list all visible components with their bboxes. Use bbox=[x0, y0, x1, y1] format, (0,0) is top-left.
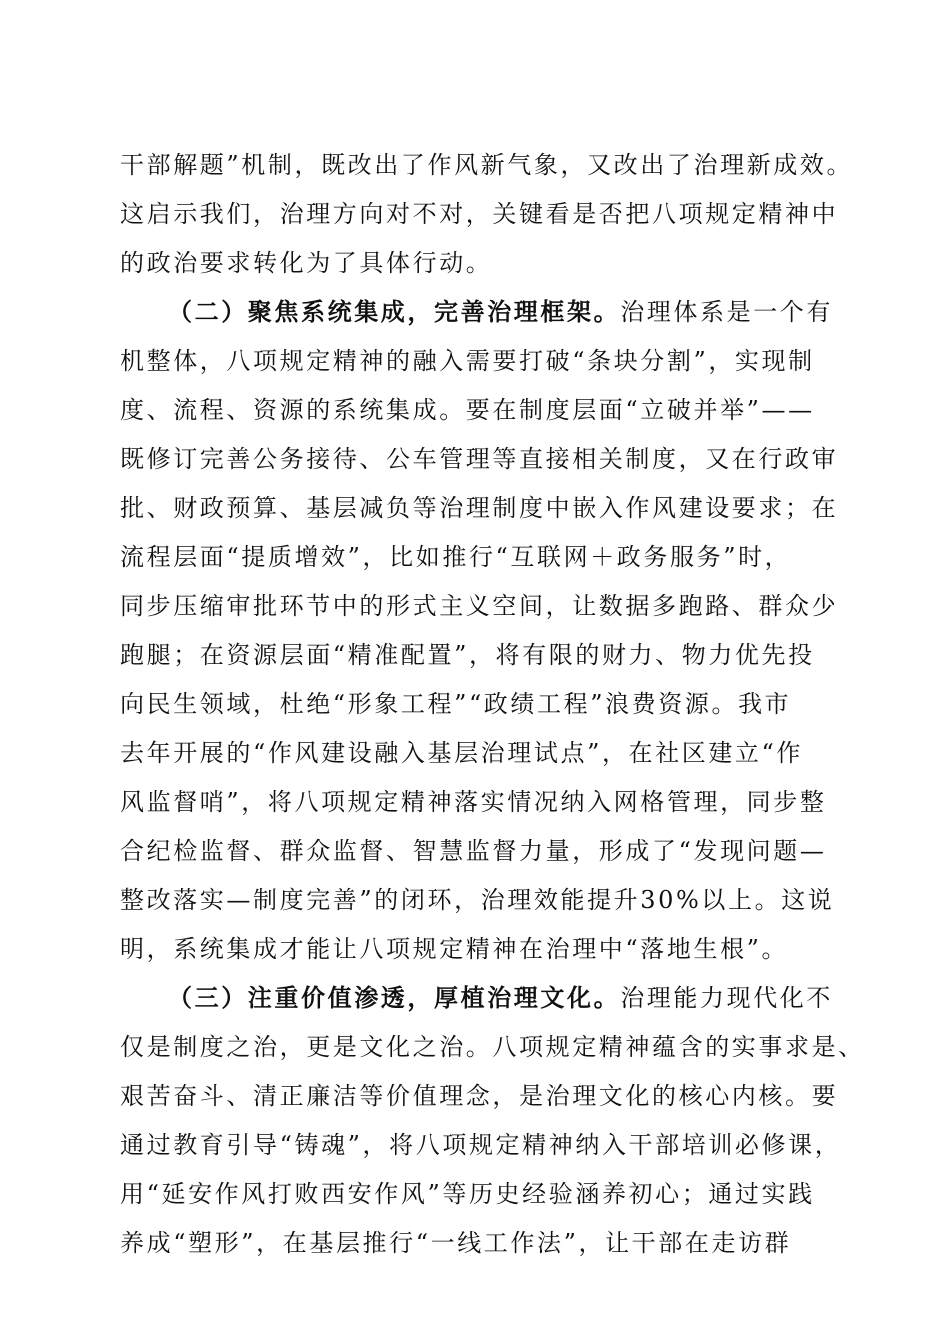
paragraph-1-line-2: 这启示我们，治理方向对不对，关键看是否把八项规定精神中 bbox=[120, 200, 839, 228]
paragraph-2-line-8: 跑腿；在资源层面“精准配置”，将有限的财力、物力优先投 bbox=[120, 641, 815, 669]
paragraph-2-line-3: 度、流程、资源的系统集成。要在制度层面“立破并举”—— bbox=[120, 396, 815, 424]
paragraph-2-line-7: 同步压缩审批环节中的形式主义空间，让数据多跑路、群众少 bbox=[120, 592, 839, 620]
paragraph-2-line-13: 整改落实—制度完善”的闭环，治理效能提升30%以上。这说 bbox=[120, 886, 835, 914]
paragraph-1-line-3: 的政治要求转化为了具体行动。 bbox=[120, 249, 493, 277]
paragraph-3-first-line-text: 治理能力现代化不 bbox=[620, 984, 834, 1012]
paragraph-3-line-2: 仅是制度之治，更是文化之治。八项规定精神蕴含的实事求是、 bbox=[120, 1033, 865, 1061]
paragraph-2-line-14: 明，系统集成才能让八项规定精神在治理中“落地生根”。 bbox=[120, 935, 789, 963]
paragraph-1-line-1: 干部解题”机制，既改出了作风新气象，又改出了治理新成效。 bbox=[120, 151, 854, 179]
paragraph-2-line-9: 向民生领域，杜绝“形象工程”“政绩工程”浪费资源。我市 bbox=[120, 690, 792, 718]
paragraph-2-line-4: 既修订完善公务接待、公车管理等直接相关制度，又在行政审 bbox=[120, 445, 839, 473]
paragraph-3-heading: （三）注重价值渗透，厚植治理文化。 bbox=[168, 983, 621, 1012]
paragraph-2-line-6: 流程层面“提质增效”，比如推行“互联网＋政务服务”时， bbox=[120, 543, 792, 571]
paragraph-2-first-line bbox=[168, 292, 840, 332]
paragraph-2-line-12: 合纪检监督、群众监督、智慧监督力量，形成了“发现问题— bbox=[120, 837, 827, 865]
paragraph-2-line-2: 机整体，八项规定精神的融入需要打破“条块分割”，实现制 bbox=[120, 347, 815, 375]
paragraph-3-line-3: 艰苦奋斗、清正廉洁等价值理念，是治理文化的核心内核。要 bbox=[120, 1082, 839, 1110]
paragraph-2-line-10: 去年开展的“作风建设融入基层治理试点”，在社区建立“作 bbox=[120, 739, 804, 767]
paragraph-3-line-5: 用“延安作风打败西安作风”等历史经验涵养初心；通过实践 bbox=[120, 1180, 815, 1208]
paragraph-3-line-6: 养成“塑形”，在基层推行“一线工作法”，让干部在走访群 bbox=[120, 1229, 792, 1257]
paragraph-3-first-line bbox=[168, 978, 840, 1018]
paragraph-3-line-4: 通过教育引导“铸魂”，将八项规定精神纳入干部培训必修课， bbox=[120, 1131, 842, 1159]
paragraph-2-line-5: 批、财政预算、基层减负等治理制度中嵌入作风建设要求；在 bbox=[120, 494, 839, 522]
paragraph-2-line-11: 风监督哨”，将八项规定精神落实情况纳入网格管理，同步整 bbox=[120, 788, 827, 816]
paragraph-2-first-line-text: 治理体系是一个有 bbox=[620, 298, 834, 326]
paragraph-2-heading: （二）聚焦系统集成，完善治理框架。 bbox=[168, 297, 621, 326]
